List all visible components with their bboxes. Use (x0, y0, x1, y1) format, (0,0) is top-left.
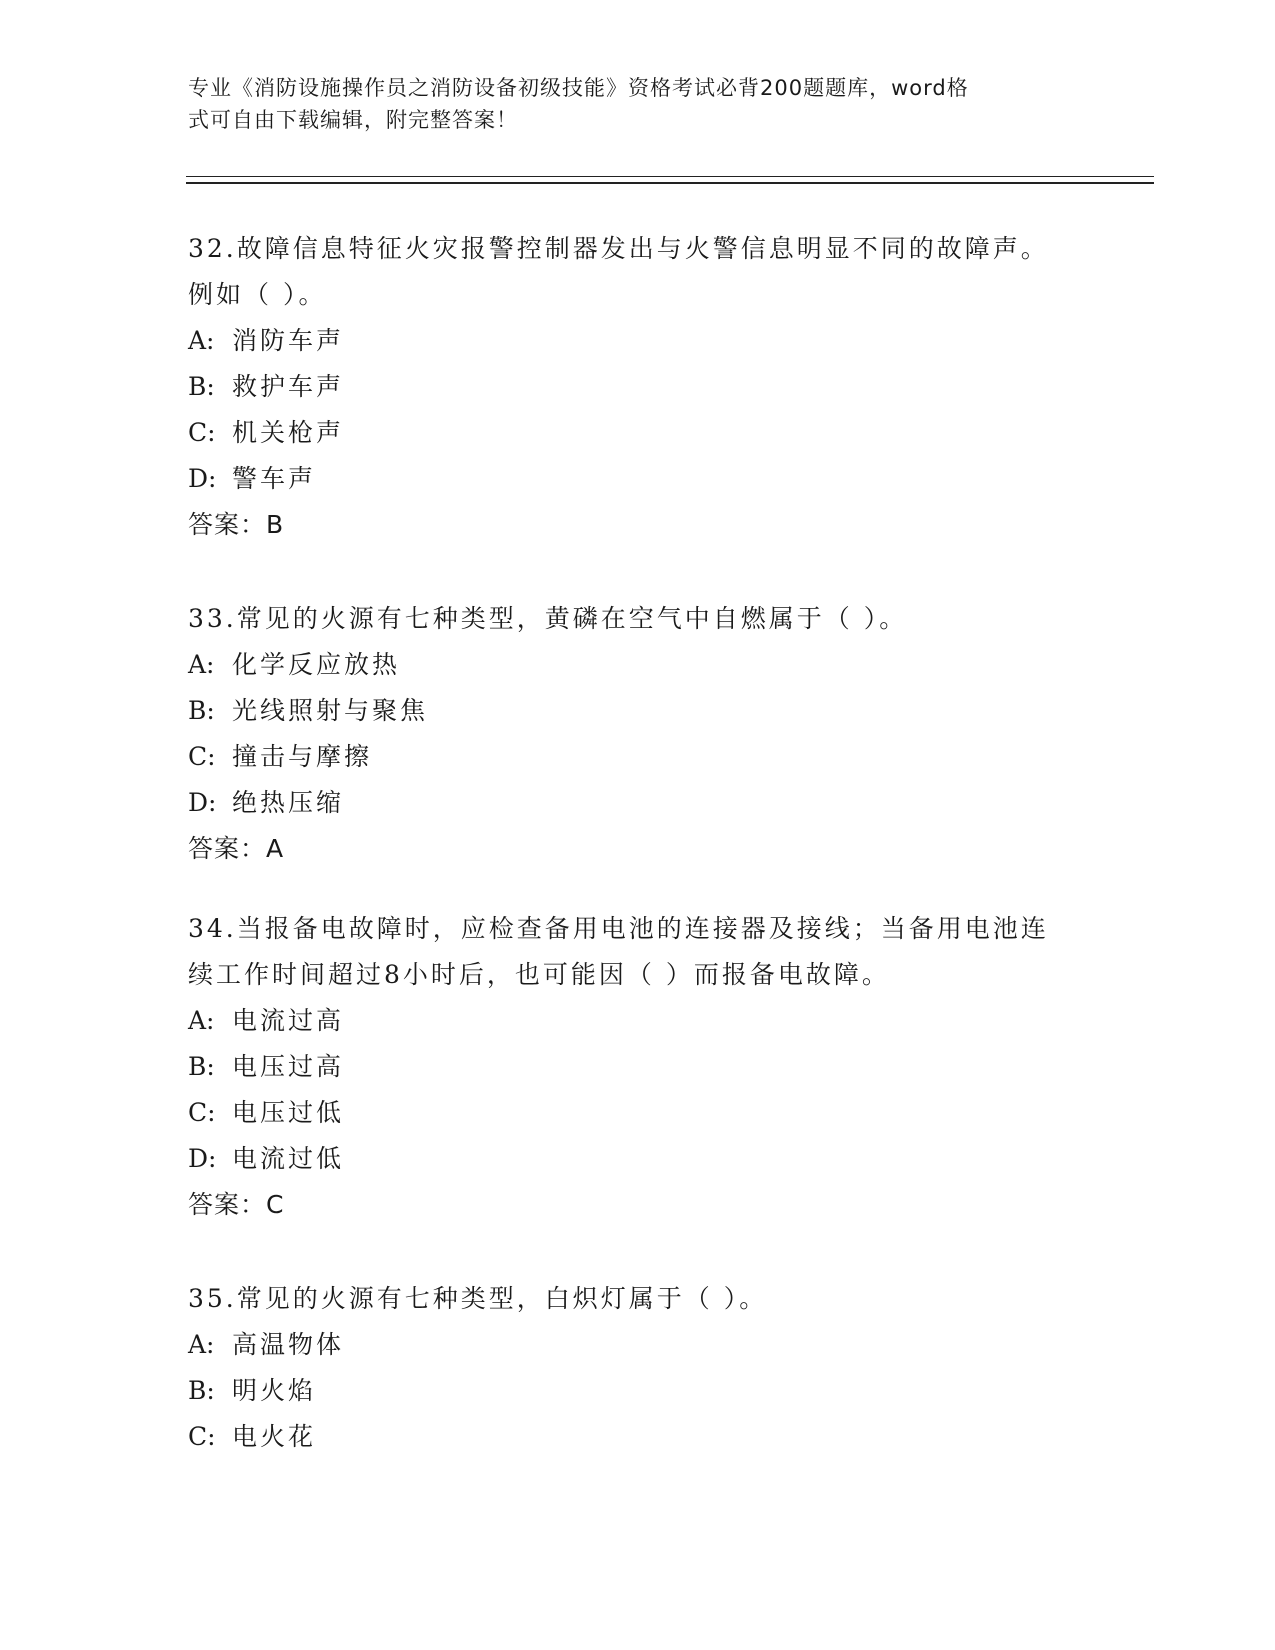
option-b (188, 1368, 1088, 1414)
option-letter: D: (188, 788, 217, 817)
option-letter: B: (188, 1376, 215, 1405)
option-text: 电压过低 (232, 1098, 345, 1127)
option-letter: C: (188, 1098, 216, 1127)
option-c (188, 734, 1088, 780)
header-line-1: 专业《消防设施操作员之消防设备初级技能》资格考试必背200题题库，word格 (188, 76, 969, 100)
option-text: 警车声 (232, 464, 317, 493)
question-32 (188, 226, 1088, 548)
question-text-line-1: 33.常见的火源有七种类型，黄磷在空气中自燃属于（ ）。 (188, 604, 908, 633)
option-a (188, 1322, 1088, 1368)
question-text-line-1: 35.常见的火源有七种类型，白炽灯属于（ ）。 (188, 1284, 768, 1313)
option-text: 电流过低 (232, 1144, 345, 1173)
question-34 (188, 906, 1088, 1228)
question-text-line-1: 32.故障信息特征火灾报警控制器发出与火警信息明显不同的故障声。 (188, 234, 1049, 263)
answer-line: 答案：B (188, 510, 285, 539)
question-text-line-1: 34.当报备电故障时，应检查备用电池的连接器及接线；当备用电池连 (188, 914, 1049, 943)
answer-line: 答案：A (188, 834, 285, 863)
option-letter: A: (188, 326, 215, 355)
question-text-line-2: 例如（ ）。 (188, 280, 327, 309)
option-d (188, 780, 1088, 826)
document-header (188, 72, 1068, 136)
header-divider-thick (186, 182, 1154, 184)
question-35 (188, 1276, 1088, 1460)
question-text-line-2: 续工作时间超过8小时后，也可能因（ ）而报备电故障。 (188, 960, 890, 989)
option-letter: B: (188, 1052, 215, 1081)
question-33 (188, 596, 1088, 872)
option-b (188, 364, 1088, 410)
option-text: 救护车声 (232, 372, 345, 401)
option-text: 绝热压缩 (232, 788, 345, 817)
option-letter: D: (188, 464, 217, 493)
option-d (188, 456, 1088, 502)
option-text: 高温物体 (232, 1330, 345, 1359)
option-letter: B: (188, 372, 215, 401)
option-text: 光线照射与聚焦 (232, 696, 429, 725)
option-letter: C: (188, 742, 216, 771)
option-text: 电流过高 (232, 1006, 345, 1035)
option-letter: C: (188, 1422, 216, 1451)
option-letter: C: (188, 418, 216, 447)
option-letter: A: (188, 1006, 215, 1035)
option-letter: A: (188, 1330, 215, 1359)
option-c (188, 410, 1088, 456)
option-text: 化学反应放热 (232, 650, 401, 679)
option-text: 电压过高 (232, 1052, 345, 1081)
option-c (188, 1090, 1088, 1136)
option-text: 电火花 (232, 1422, 317, 1451)
option-letter: B: (188, 696, 215, 725)
option-b (188, 1044, 1088, 1090)
header-line-2: 式可自由下载编辑，附完整答案！ (188, 108, 518, 132)
answer-line: 答案：C (188, 1190, 285, 1219)
option-text: 明火焰 (232, 1376, 317, 1405)
option-d (188, 1136, 1088, 1182)
option-letter: D: (188, 1144, 217, 1173)
option-text: 机关枪声 (232, 418, 345, 447)
header-divider-thin (186, 176, 1154, 177)
option-a (188, 642, 1088, 688)
option-b (188, 688, 1088, 734)
option-text: 消防车声 (232, 326, 345, 355)
option-letter: A: (188, 650, 215, 679)
option-text: 撞击与摩擦 (232, 742, 373, 771)
option-a (188, 998, 1088, 1044)
option-a (188, 318, 1088, 364)
option-c (188, 1414, 1088, 1460)
